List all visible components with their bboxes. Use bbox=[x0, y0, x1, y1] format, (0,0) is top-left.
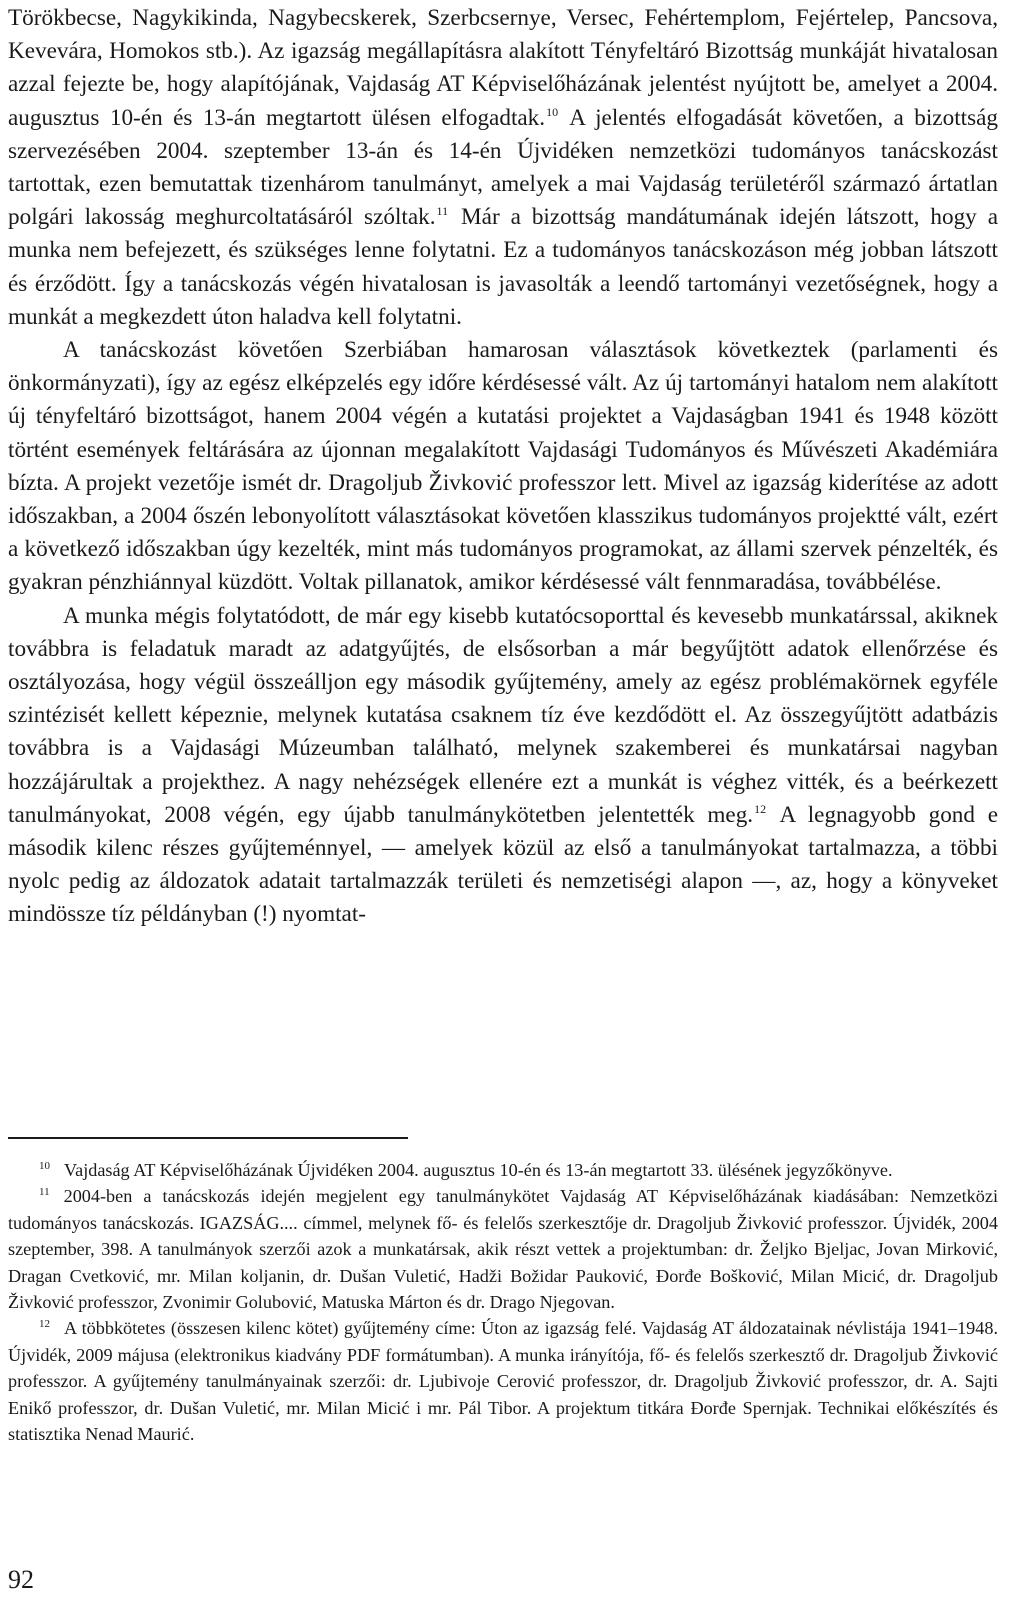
footnote-text: 2004-ben a tanácskozás idején megjelent egy tanulmánykötet Vajdaság AT Képviselőházának kiadásában: Nemzetközi tudományos tanácskozás. IGAZSÁG.... címmel, melynek fő- és felelős szerkesztője dr. Dragoljub Živković professzor. Újvidék, 2004 szeptember, 398. A tanulmányok szerzői azok a munkatársak, akik részt vettek a projektumban: dr. Željko Bjeljac, Jovan Mirković, Dragan Cvetković, mr. Milan koljanin, dr. Dušan Vuletić, Hadži Božidar Pauković, Đorđe Bošković, Milan Micić, dr. Dragoljub Živković professzor, Zvonimir Golubović, Matuska Márton és dr. Drago Njegovan. bbox=[8, 1186, 998, 1313]
footnote-number: 11 bbox=[39, 1186, 50, 1199]
page-number: 92 bbox=[8, 1565, 34, 1594]
document-page bbox=[8, 2, 998, 1594]
paragraph-1-part-2: A jelentés elfogadását követően, a bizottság szervezésében 2004. szeptember 13-án és 14-én Újvidéken nemzetközi tudományos tanácskozást tartottak, ezen bemutattak tizenhárom tanulmányt, amelyek a mai Vajdaság területéről származó ártatlan polgári lakosság meghurcoltatásáról szóltak. bbox=[8, 104, 998, 231]
footnote-ref-11[interactable]: 11 bbox=[436, 204, 449, 219]
paragraph-1-part-3: Már a bizottság mandátumának idején látszott, hogy a munka nem befejezett, és szükséges lenne folytatni. Ez a tudományos tanácskozáson még jobban látszott és érződött. Így a tanácskozás végén hivatalosan is javasolták a leendő tartományi vezetőségnek, hogy a munkát a megkezdett úton haladva kell folytatni. bbox=[8, 204, 998, 330]
footnote-number: 10 bbox=[39, 1160, 50, 1172]
footnote-11 bbox=[8, 1183, 998, 1315]
paragraph-1 bbox=[8, 2, 998, 334]
footnote-text: A többkötetes (összesen kilenc kötet) gyűjtemény címe: Úton az igazság felé. Vajdaság AT áldozatainak névlistája 1941–1948. Újvidék, 2009 májusa (elektronikus kiadvány PDF formátumban). A munka irányítója, fő- és felelős szerkesztő dr. Dragoljub Živković professzor. A gyűjtemény tanulmányainak szerzői: dr. Ljubivoje Cerović professzor, dr. Dragoljub Živković professzor, dr. A. Sajti Enikő professzor, dr. Dušan Vuletić, mr. Milan Micić i mr. Pál Tibor. A projektum titkára Đorđe Spernjak. Technikai előkészítés és statisztika Nenad Maurić. bbox=[8, 1318, 998, 1445]
footnote-10 bbox=[8, 1157, 998, 1183]
paragraph-3 bbox=[8, 600, 998, 932]
footnote-text: Vajdaság AT Képviselőházának Újvidéken 2004. augusztus 10-én és 13-án megtartott 33. ülésének jegyzőkönyve. bbox=[64, 1160, 893, 1180]
paragraph-3-part-1: A munka mégis folytatódott, de már egy kisebb kutatócsoporttal és kevesebb munkatárssal, akiknek továbbra is feladatuk maradt az adatgyűjtés, de elsősorban a már begyűjtött adatok ellenőrzése és osztályozása, hogy végül összeálljon egy második gyűjtemény, amely az egész problémakörnek egyféle szintézisét kellett képeznie, melynek kutatása csaknem tíz éve kezdődött el. Az összegyűjtött adatbázis továbbra is a Vajdasági Múzeumban található, melynek szakemberei és munkatársai nagyban hozzájárultak a projekthez. A nagy nehézségek ellenére ezt a munkát is véghez vitték, és a beérkezett tanulmányokat, 2008 végén, egy újabb tanulmánykötetben jelentették meg. bbox=[8, 602, 998, 828]
main-text bbox=[8, 2, 998, 932]
footnote-ref-12[interactable]: 12 bbox=[754, 801, 767, 816]
footnote-separator bbox=[8, 1137, 408, 1139]
footnote-ref-10[interactable]: 10 bbox=[546, 104, 559, 119]
footnotes bbox=[8, 1157, 998, 1447]
paragraph-3-part-2: A legnagyobb gond e második kilenc részes gyűjteménnyel, — amelyek közül az első a tanulmányokat tartalmazza, a többi nyolc pedig az áldozatok adatait tartalmazzák területi és nemzetiségi alapon —, az, hogy a könyveket mindössze tíz példányban (!) nyomtat- bbox=[8, 801, 998, 928]
paragraph-1-part-1: Törökbecse, Nagykikinda, Nagybecskerek, Szerbcsernye, Versec, Fehértemplom, Fejértelep, Pancsova, Kevevára, Homokos stb.). Az igazság megállapításra alakított Tényfeltáró Bizottság munkáját hivatalosan azzal fejezte be, hogy alapítójának, Vajdaság AT Képviselőházának jelentést nyújtott be, amelyet a 2004. augusztus 10-én és 13-án megtartott ülésen elfogadtak. bbox=[8, 5, 998, 131]
footnote-12 bbox=[8, 1315, 998, 1447]
footnote-number: 12 bbox=[39, 1318, 50, 1331]
paragraph-2: A tanácskozást követően Szerbiában hamarosan választások következtek (parlamenti és önkormányzati), így az egész elképzelés egy időre kérdésessé vált. Az új tartományi hatalom nem alakított új tényfeltáró bizottságot, hanem 2004 végén a kutatási projektet a Vajdaságban 1941 és 1948 között történt események feltárására az újonnan megalakított Vajdasági Tudományos és Művészeti Akadémiára bízta. A projekt vezetője ismét dr. Dragoljub Živković professzor lett. Mivel az igazság kiderítése az adott időszakban, a 2004 őszén lebonyolított választásokat követően klasszikus tudományos projektté vált, ezért a következő időszakban úgy kezelték, mint más tudományos programokat, az állami szervek pénzelték, és gyakran pénzhiánnyal küzdött. Voltak pillanatok, amikor kérdésessé vált fennmaradása, továbbélése. bbox=[8, 337, 998, 596]
